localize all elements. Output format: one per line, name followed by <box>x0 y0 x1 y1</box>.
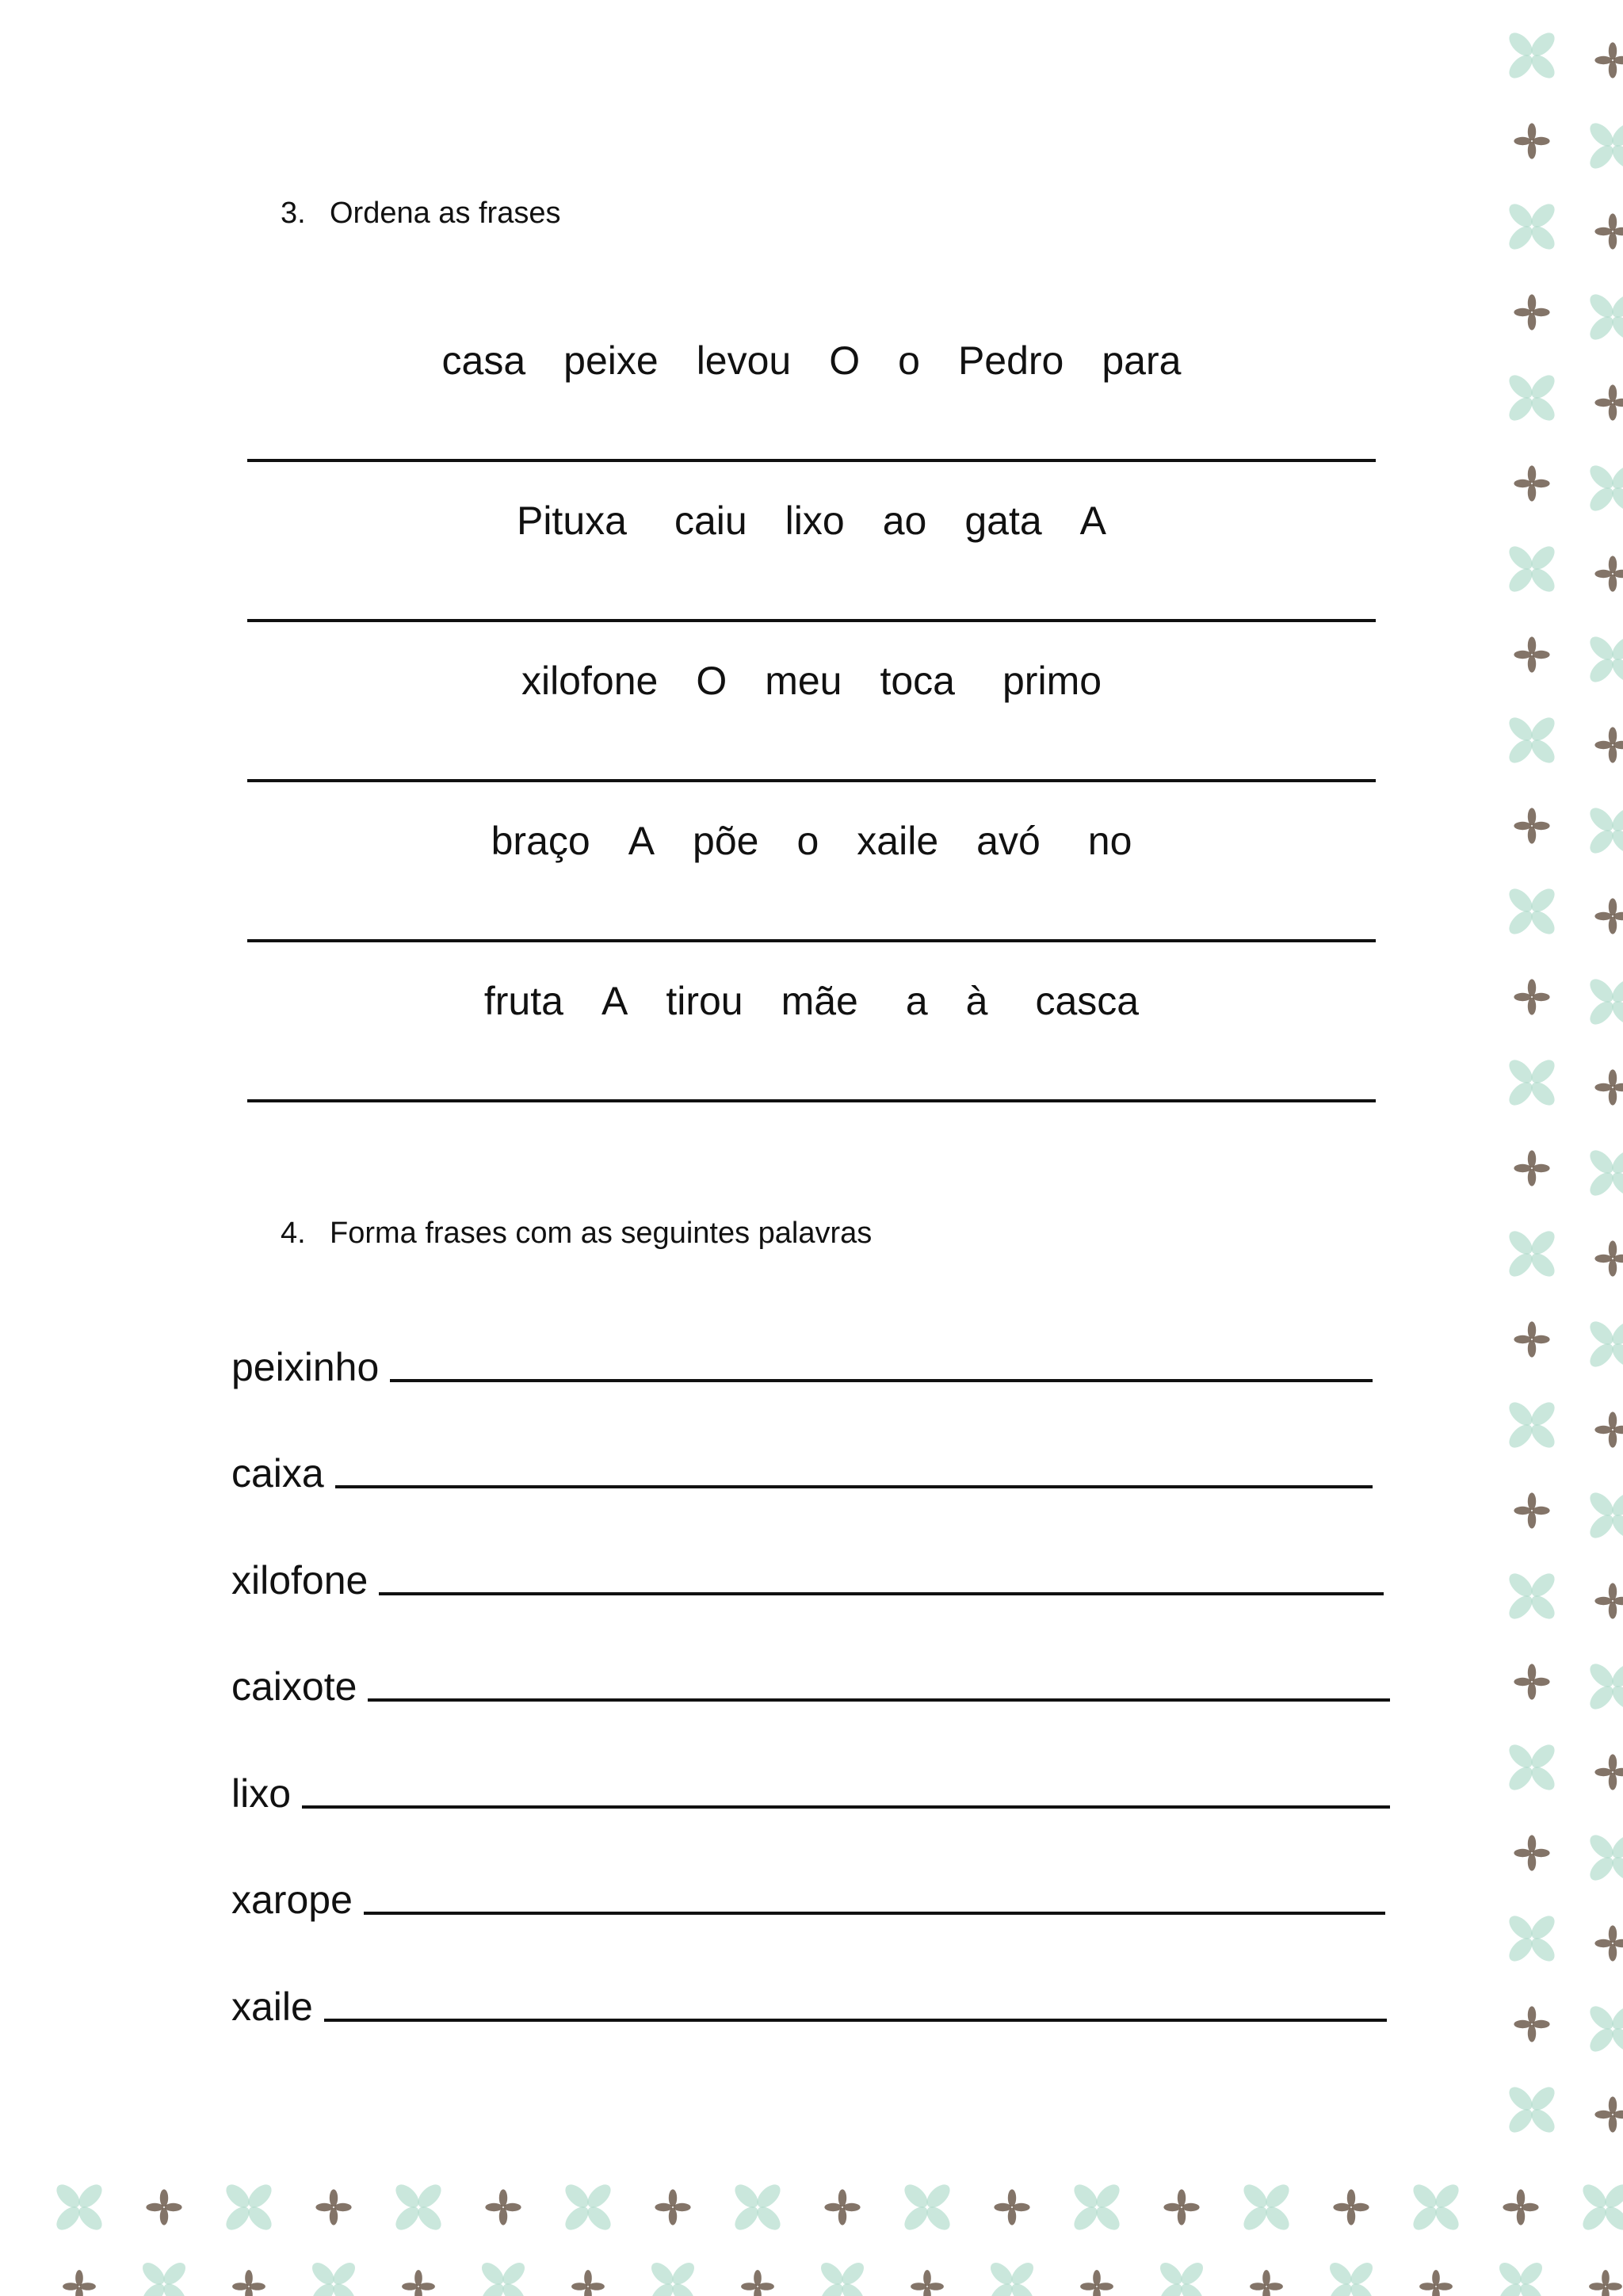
cross-flower-icon <box>315 2189 351 2225</box>
cross-flower-icon <box>1514 123 1549 159</box>
word: põe <box>693 819 759 863</box>
four-petal-flower-icon <box>52 2180 106 2234</box>
cross-flower-icon <box>232 2270 265 2296</box>
four-petal-flower-icon <box>1505 200 1559 254</box>
word: no <box>1087 819 1132 863</box>
prompt-word: xarope <box>231 1878 353 1922</box>
prompt-word: peixinho <box>231 1345 380 1389</box>
cross-flower-icon <box>1594 1069 1623 1105</box>
cross-flower-icon <box>485 2189 521 2225</box>
exercise-3-number: 3. <box>281 197 306 230</box>
word: casa <box>441 338 526 383</box>
four-petal-flower-icon <box>1505 1056 1559 1110</box>
word: caiu <box>674 499 747 543</box>
four-petal-flower-icon <box>1239 2180 1293 2234</box>
cross-flower-icon <box>1514 979 1549 1014</box>
cross-flower-icon <box>1514 294 1549 330</box>
four-petal-flower-icon <box>1156 2259 1207 2296</box>
cross-flower-icon <box>1514 1835 1549 1870</box>
cross-flower-icon <box>1514 1492 1549 1528</box>
exercise-3-title: Ordena as frases <box>330 197 561 230</box>
cross-flower-icon <box>1080 2270 1113 2296</box>
cross-flower-icon <box>1514 636 1549 672</box>
four-petal-flower-icon <box>731 2180 785 2234</box>
word: braço <box>491 819 590 863</box>
cross-flower-icon <box>1594 898 1623 934</box>
cross-flower-icon <box>1594 727 1623 762</box>
four-petal-flower-icon <box>1505 713 1559 767</box>
cross-flower-icon <box>1514 808 1549 843</box>
cross-flower-icon <box>824 2189 860 2225</box>
four-petal-flower-icon <box>139 2259 189 2296</box>
four-petal-flower-icon <box>1586 1831 1623 1885</box>
cross-flower-icon <box>1589 2270 1622 2296</box>
word: casca <box>1035 979 1140 1023</box>
word: mãe <box>781 979 858 1023</box>
four-petal-flower-icon <box>1505 2083 1559 2137</box>
four-petal-flower-icon <box>1505 1227 1559 1281</box>
word: xilofone <box>521 659 659 703</box>
cross-flower-icon <box>1594 213 1623 249</box>
cross-flower-icon <box>402 2270 435 2296</box>
four-petal-flower-icon <box>1586 632 1623 686</box>
four-petal-flower-icon <box>1586 461 1623 515</box>
four-petal-flower-icon <box>817 2259 868 2296</box>
word: à <box>965 979 988 1023</box>
four-petal-flower-icon <box>1586 290 1623 344</box>
cross-flower-icon <box>1250 2270 1283 2296</box>
cross-flower-icon <box>1163 2189 1199 2225</box>
four-petal-flower-icon <box>222 2180 276 2234</box>
cross-flower-icon <box>1514 465 1549 501</box>
word: A <box>1079 499 1107 543</box>
word: peixe <box>563 338 659 383</box>
four-petal-flower-icon <box>1505 371 1559 425</box>
four-petal-flower-icon <box>1586 1488 1623 1542</box>
word: primo <box>1002 659 1102 703</box>
four-petal-flower-icon <box>1505 1569 1559 1623</box>
four-petal-flower-icon <box>1409 2180 1463 2234</box>
four-petal-flower-icon <box>987 2259 1037 2296</box>
word: o <box>898 338 920 383</box>
four-petal-flower-icon <box>1326 2259 1377 2296</box>
four-petal-flower-icon <box>1579 2180 1623 2234</box>
word: meu <box>765 659 842 703</box>
prompt-word: caixote <box>231 1664 357 1709</box>
cross-flower-icon <box>1594 1754 1623 1790</box>
cross-flower-icon <box>146 2189 181 2225</box>
cross-flower-icon <box>1514 1664 1549 1699</box>
cross-flower-icon <box>994 2189 1029 2225</box>
word: o <box>796 819 819 863</box>
cross-flower-icon <box>1594 1583 1623 1618</box>
word: tirou <box>666 979 743 1023</box>
exercise-4-number: 4. <box>281 1217 306 1250</box>
prompt-word: xilofone <box>231 1558 369 1603</box>
word: toca <box>880 659 955 703</box>
four-petal-flower-icon <box>1586 804 1623 858</box>
cross-flower-icon <box>1419 2270 1453 2296</box>
word: para <box>1102 338 1182 383</box>
four-petal-flower-icon <box>1505 1740 1559 1794</box>
four-petal-flower-icon <box>1586 1660 1623 1713</box>
word: gata <box>964 499 1042 543</box>
four-petal-flower-icon <box>1070 2180 1124 2234</box>
four-petal-flower-icon <box>1586 975 1623 1029</box>
four-petal-flower-icon <box>1586 119 1623 173</box>
cross-flower-icon <box>911 2270 944 2296</box>
word: A <box>601 979 628 1023</box>
cross-flower-icon <box>741 2270 774 2296</box>
cross-flower-icon <box>1594 42 1623 78</box>
word: avó <box>976 819 1041 863</box>
word: Pedro <box>957 338 1064 383</box>
four-petal-flower-icon <box>1586 1317 1623 1371</box>
word: levou <box>696 338 792 383</box>
cross-flower-icon <box>1594 1240 1623 1276</box>
cross-flower-icon <box>1503 2189 1538 2225</box>
prompt-word: lixo <box>231 1771 292 1816</box>
four-petal-flower-icon <box>900 2180 954 2234</box>
four-petal-flower-icon <box>1505 1398 1559 1452</box>
cross-flower-icon <box>1594 1925 1623 1961</box>
four-petal-flower-icon <box>1505 1912 1559 1966</box>
cross-flower-icon <box>1594 556 1623 591</box>
four-petal-flower-icon <box>1505 29 1559 82</box>
word: xaile <box>857 819 939 863</box>
four-petal-flower-icon <box>391 2180 445 2234</box>
four-petal-flower-icon <box>1586 2002 1623 2056</box>
cross-flower-icon <box>63 2270 96 2296</box>
four-petal-flower-icon <box>478 2259 529 2296</box>
cross-flower-icon <box>1514 1321 1549 1357</box>
word: O <box>696 659 727 703</box>
exercise-4-title: Forma frases com as seguintes palavras <box>330 1217 873 1250</box>
word: Pituxa <box>516 499 627 543</box>
word: a <box>905 979 928 1023</box>
word: lixo <box>785 499 845 543</box>
four-petal-flower-icon <box>308 2259 359 2296</box>
cross-flower-icon <box>1333 2189 1369 2225</box>
cross-flower-icon <box>1514 1150 1549 1186</box>
cross-flower-icon <box>1594 1412 1623 1447</box>
word: A <box>628 819 655 863</box>
cross-flower-icon <box>1594 2096 1623 2132</box>
prompt-word: caixa <box>231 1451 324 1496</box>
word: ao <box>882 499 927 543</box>
four-petal-flower-icon <box>1495 2259 1546 2296</box>
cross-flower-icon <box>1514 2006 1549 2042</box>
cross-flower-icon <box>571 2270 605 2296</box>
word: O <box>829 338 861 383</box>
four-petal-flower-icon <box>561 2180 615 2234</box>
four-petal-flower-icon <box>647 2259 698 2296</box>
cross-flower-icon <box>1594 384 1623 420</box>
four-petal-flower-icon <box>1505 542 1559 596</box>
cross-flower-icon <box>655 2189 690 2225</box>
four-petal-flower-icon <box>1505 884 1559 938</box>
four-petal-flower-icon <box>1586 1146 1623 1200</box>
prompt-word: xaile <box>231 1985 313 2029</box>
word: fruta <box>483 979 563 1023</box>
